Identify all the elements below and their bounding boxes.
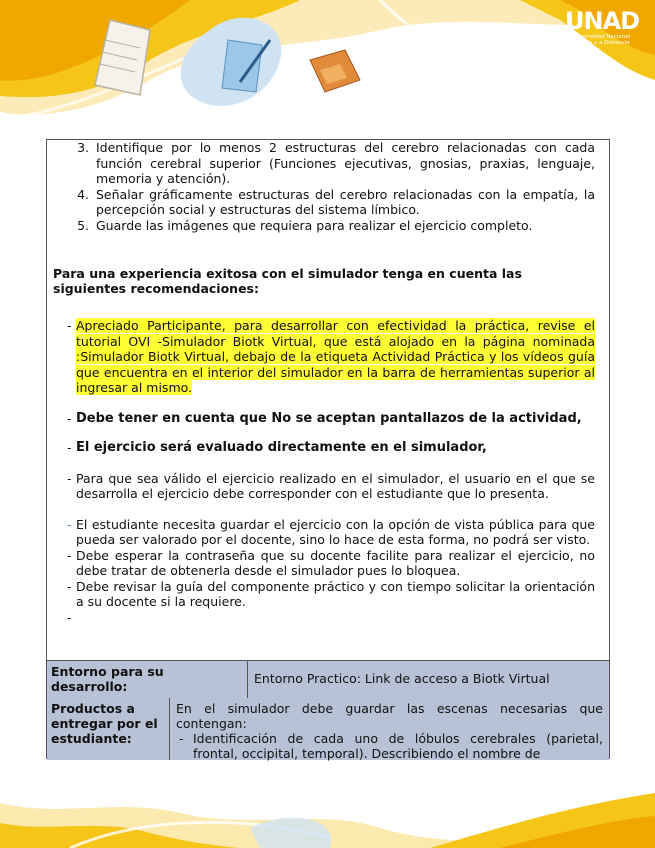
steps-list bbox=[53, 140, 595, 233]
logo-subtitle-1: Universidad Nacional bbox=[571, 34, 631, 40]
productos-label: Productos a entregar por el estudiante: bbox=[47, 698, 170, 760]
list-item: - El ejercicio será evaluado directamente en el simulador, bbox=[67, 440, 487, 455]
unad-logo bbox=[565, 7, 640, 46]
list-item: 4. Señalar gráficamente estructuras del cerebro relacionadas con la empatía, la percepción social y estructuras del sistema límbico. bbox=[77, 186, 595, 217]
entorno-label: Entorno para su desarrollo: bbox=[47, 661, 248, 698]
content-cell bbox=[47, 140, 609, 661]
list-item: - Debe revisar la guía del componente práctico y con tiempo solicitar la orientación a su docente si la requiere. bbox=[67, 578, 595, 609]
footer-decoration bbox=[0, 758, 655, 848]
list-item: - Para que sea válido el ejercicio realizado en el simulador, el usuario en el que se desarrolla el ejercicio debe corresponder con el estudiante que lo presenta. bbox=[67, 470, 595, 501]
list-item: 5. Guarde las imágenes que requiera para realizar el ejercicio completo. bbox=[77, 217, 533, 233]
header-decoration bbox=[0, 0, 655, 140]
recommendations-heading: Para una experiencia exitosa con el simulador tenga en cuenta las siguientes recomendaciones: bbox=[53, 266, 522, 296]
list-item: - Debe tener en cuenta que No se aceptan pantallazos de la actividad, bbox=[67, 410, 582, 426]
list-item: - Debe esperar la contraseña que su docente facilite para realizar el ejercicio, no debe tratar de obtenerla desde el simulador pues lo bloquea. bbox=[67, 547, 595, 578]
productos-value bbox=[170, 698, 609, 760]
list-item: - bbox=[67, 609, 72, 625]
list-item: - Identificación de cada uno de lóbulos cerebrales (parietal, frontal, occipital, temporal). Describiendo el nombre de bbox=[179, 731, 603, 761]
productos-row bbox=[47, 698, 609, 760]
entorno-row bbox=[47, 661, 609, 699]
logo-mark: UNAD bbox=[565, 7, 640, 35]
list-item: - El estudiante necesita guardar el ejercicio con la opción de vista pública para que pueda ser valorado por el docente, sino lo hace de esta forma, no podrá ser visto. bbox=[67, 516, 595, 547]
document-table bbox=[46, 139, 610, 759]
recommendations-list bbox=[53, 318, 595, 396]
logo-subtitle-2: Abierta y a Distancia bbox=[572, 40, 630, 46]
entorno-value: Entorno Practico: Link de acceso a Biotk Virtual bbox=[254, 671, 550, 686]
list-item: 3. Identifique por lo menos 2 estructuras del cerebro relacionadas con cada función cerebral superior (Funciones ejecutivas, gnosias, praxias, lenguaje, memoria y atención). bbox=[77, 140, 595, 186]
list-item: - Apreciado Participante, para desarrollar con efectividad la práctica, revise el tutorial OVI -Simulador Biotk Virtual, que está alojado en la página nominada :Simulador Biotk Virtual, debajo de la etiqueta Actividad Práctica y los vídeos guía que encuentra en el interior del simulador en la barra de herramientas superior al ingresar al mismo. bbox=[67, 318, 595, 395]
highlighted-text: Apreciado Participante, para desarrollar con efectividad la práctica, revise el tutorial OVI -Simulador Biotk Virtual, que está alojado en la página nominada :Simulador Biotk Virtual, debajo de la etiqueta Actividad Práctica y los vídeos guía que encuentra en el interior del simulador en la barra de herramientas superior al ingresar al mismo. bbox=[76, 318, 595, 395]
productos-intro: En el simulador debe guardar las escenas necesarias que contengan: bbox=[176, 701, 603, 731]
